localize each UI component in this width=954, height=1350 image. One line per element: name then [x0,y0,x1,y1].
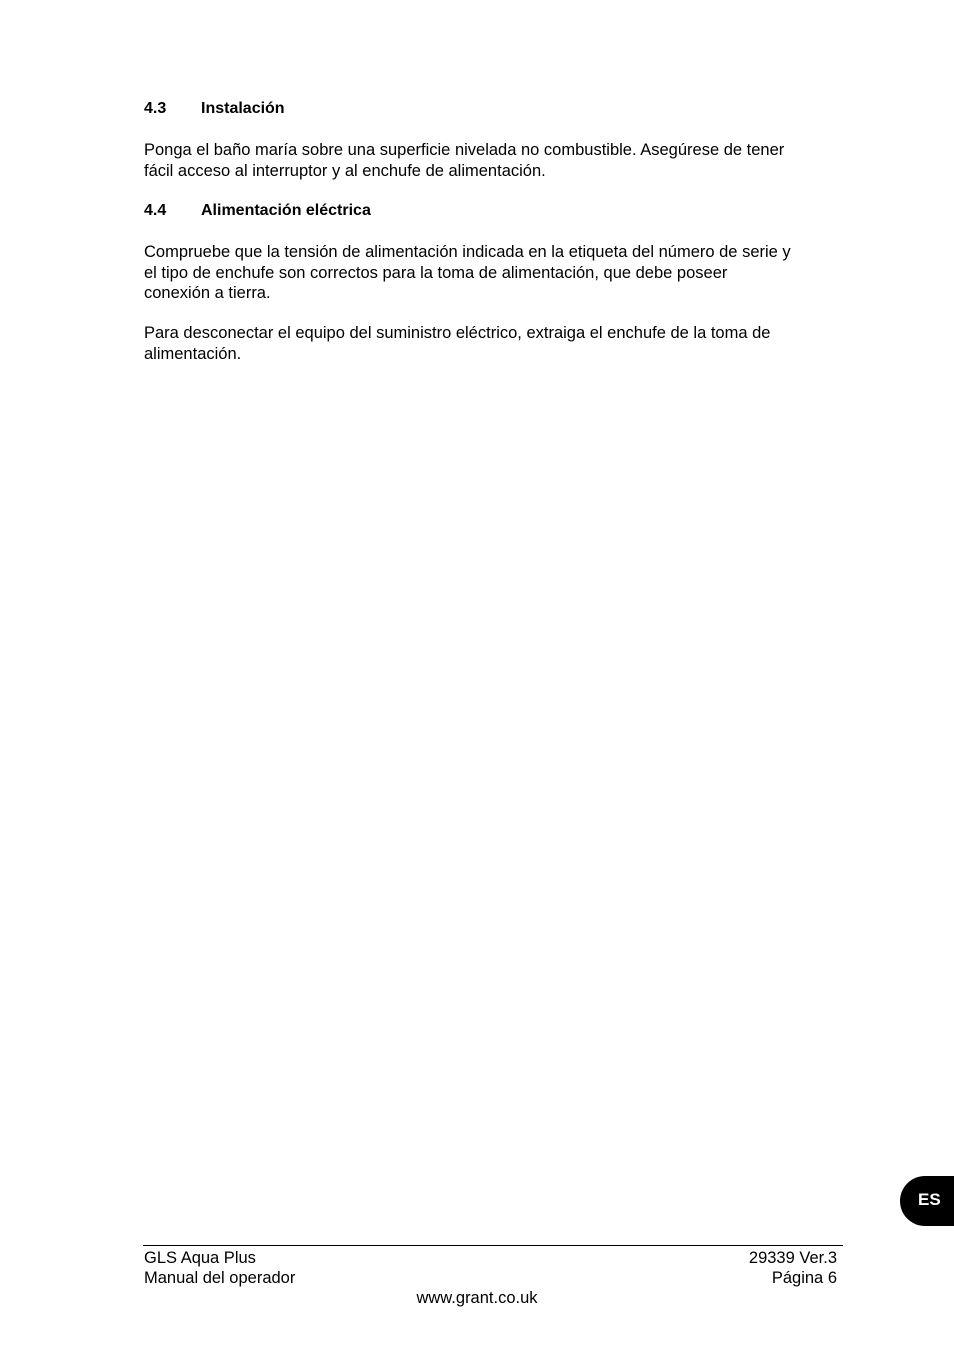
section-title: Alimentación eléctrica [201,202,371,219]
footer-page-number: Página 6 [771,1269,837,1287]
language-tab-label: ES [918,1190,941,1209]
section-number: 4.4 [144,202,167,219]
footer-doc-version: 29339 Ver.3 [748,1249,837,1267]
section-title: Instalación [201,100,285,117]
footer-manual: Manual del operador [144,1269,296,1287]
footer-website-link[interactable]: www.grant.co.uk [416,1289,538,1307]
footer-divider [143,1245,843,1246]
paragraph-disconnect [144,323,844,364]
paragraph-line: Compruebe que la tensión de alimentación indicada en la etiqueta del número de serie y [144,243,791,261]
section-heading-4-3 [144,99,285,119]
paragraph-installation [144,140,844,181]
paragraph-line: Para desconectar el equipo del suministro eléctrico, extraiga el enchufe de la toma de [144,324,771,342]
paragraph-line: conexión a tierra. [144,284,271,302]
paragraph-power-check [144,242,844,304]
section-heading-4-4 [144,201,371,221]
language-tab [900,1176,954,1226]
paragraph-line: alimentación. [144,344,242,363]
footer-product: GLS Aqua Plus [144,1249,256,1267]
paragraph-line: el tipo de enchufe son correctos para la toma de alimentación, que debe poseer [144,263,728,282]
paragraph-line: Ponga el baño maría sobre una superficie nivelada no combustible. Asegúrese de tener [144,141,785,159]
section-number: 4.3 [144,100,167,117]
paragraph-line: fácil acceso al interruptor y al enchufe de alimentación. [144,161,546,180]
